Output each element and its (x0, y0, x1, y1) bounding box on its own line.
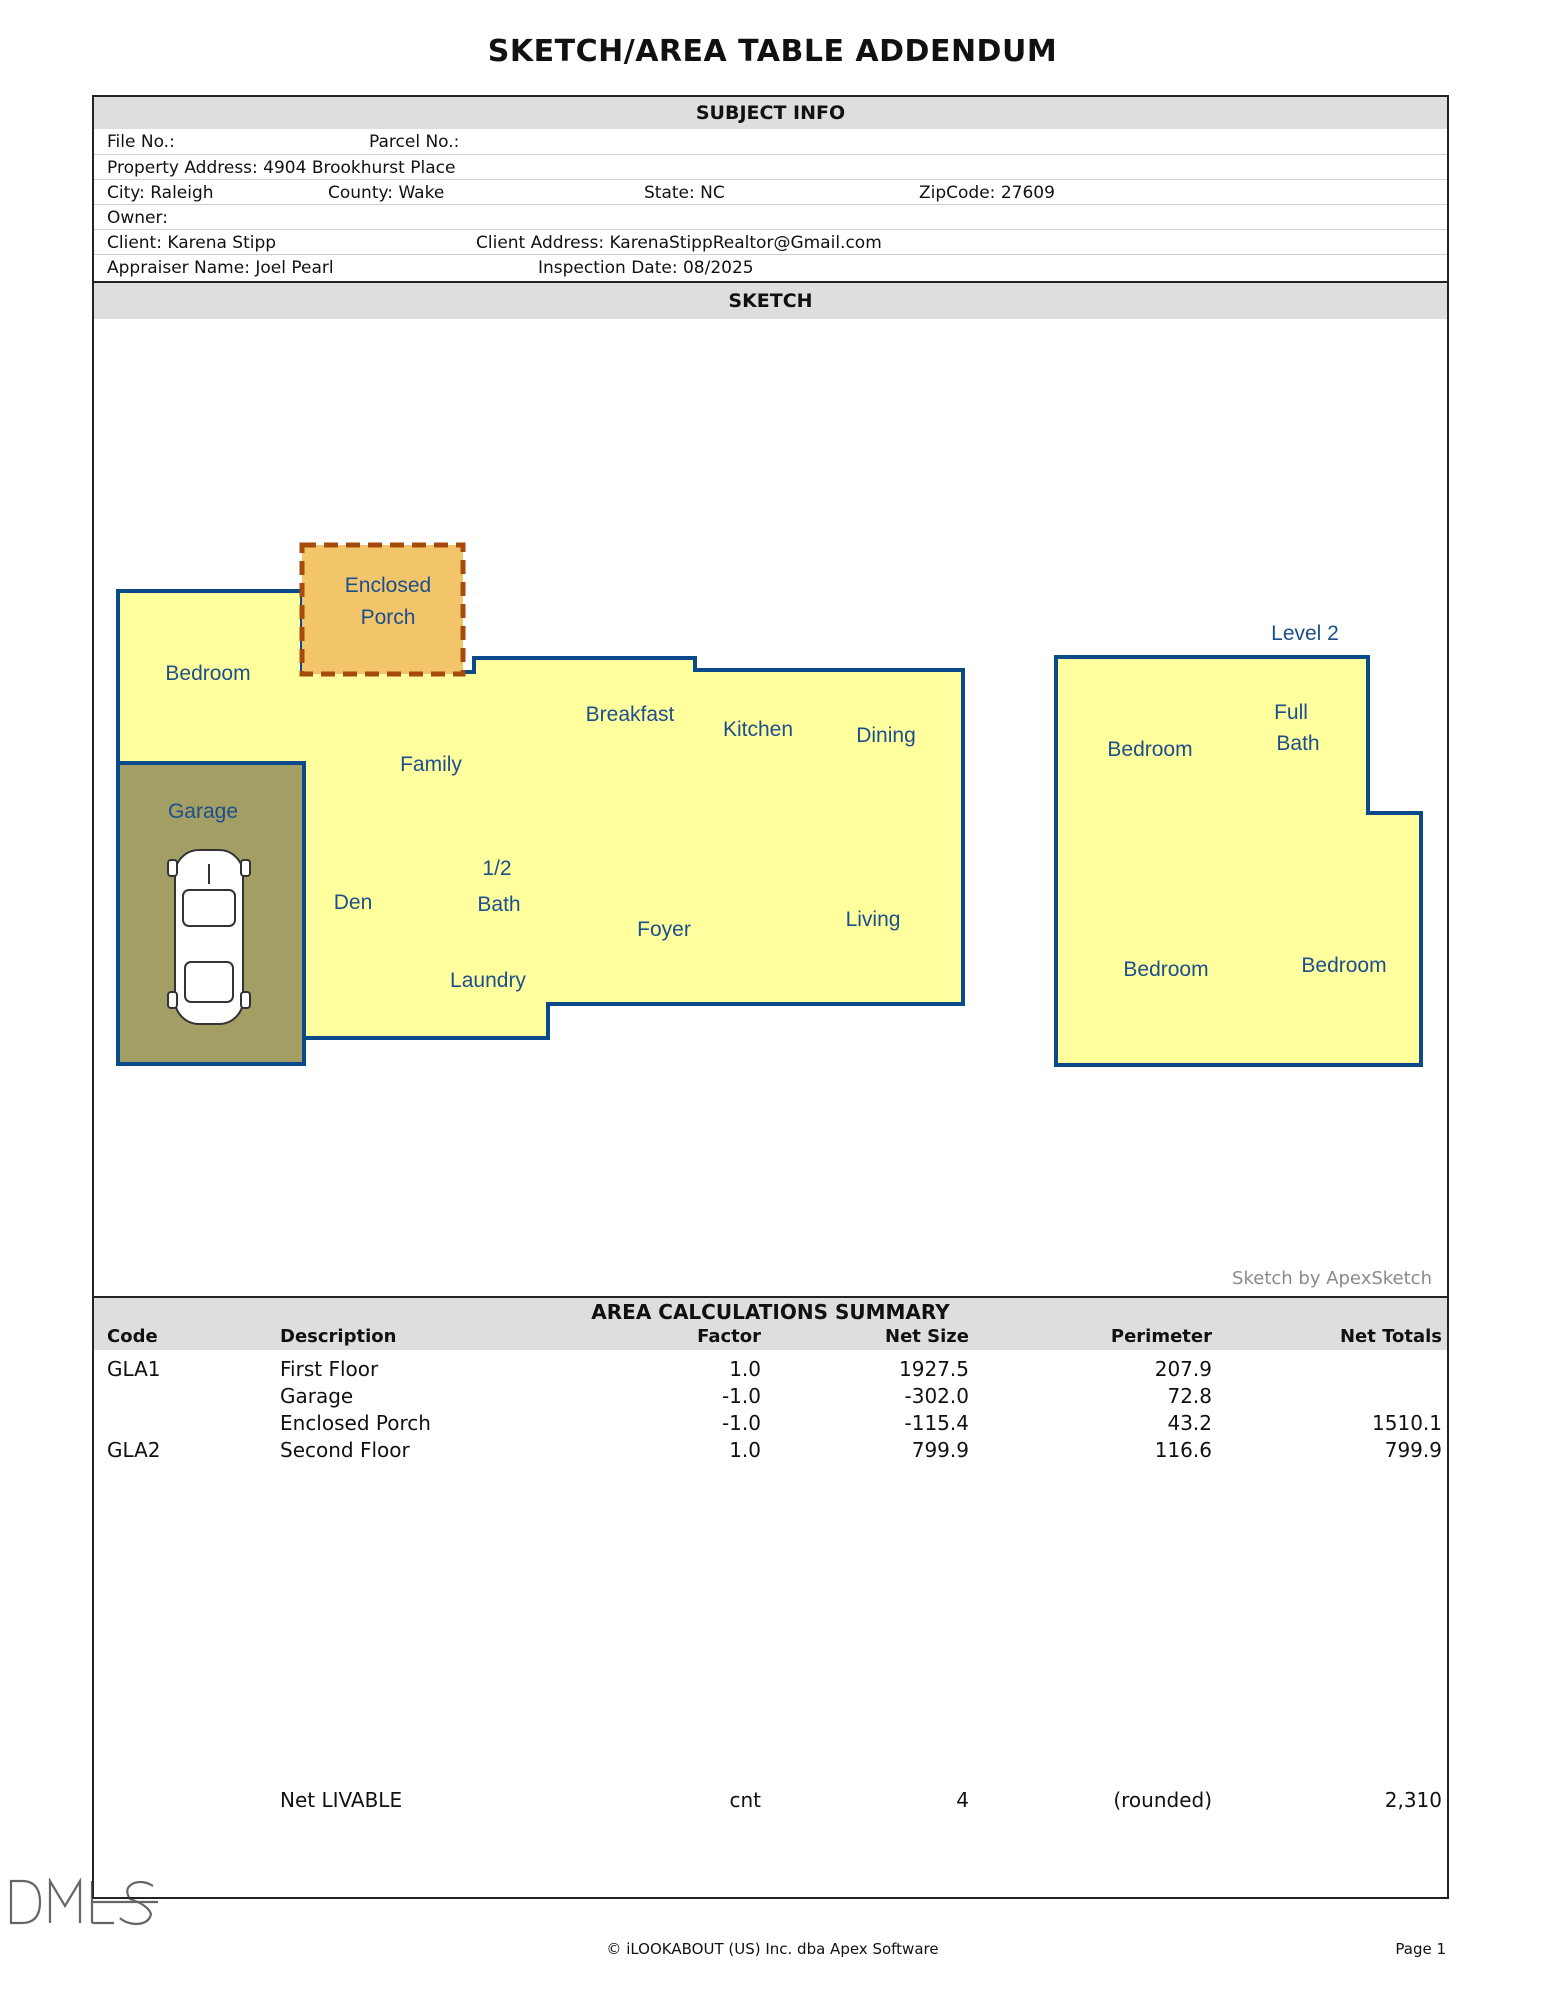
row-description: Enclosed Porch (280, 1411, 431, 1435)
net-cnt-value: 4 (956, 1788, 969, 1812)
owner: Owner: (107, 208, 168, 228)
footer-copyright: © iLOOKABOUT (US) Inc. dba Apex Software (606, 1940, 939, 1958)
sketch-heading: SKETCH (94, 281, 1447, 319)
appraiser-name: Appraiser Name: Joel Pearl (107, 258, 334, 278)
subject-row-address (94, 154, 1447, 180)
second-floor-outline (1056, 657, 1421, 1065)
city: City: Raleigh (107, 183, 214, 203)
col-factor: Factor (697, 1326, 761, 1347)
state: State: NC (644, 183, 725, 203)
room-label-enclosed: Enclosed (344, 574, 432, 597)
property-address: Property Address: 4904 Brookhurst Place (107, 158, 456, 178)
sketch-credit: Sketch by ApexSketch (1232, 1268, 1432, 1289)
zip-code: ZipCode: 27609 (919, 183, 1055, 203)
row-description: Second Floor (280, 1438, 410, 1462)
parcel-no: Parcel No.: (369, 132, 460, 152)
room-label-full-bath: Bath (1276, 732, 1320, 755)
subject-row-client (94, 229, 1447, 255)
col-perimeter: Perimeter (1110, 1326, 1212, 1347)
client: Client: Karena Stipp (107, 233, 277, 253)
area-calculations-header (94, 1298, 1447, 1350)
room-label-living: Living (845, 908, 901, 931)
room-label-dining: Dining (856, 724, 916, 747)
car-icon (168, 850, 250, 1024)
col-description: Description (280, 1326, 397, 1347)
net-rounded-label: (rounded) (1113, 1788, 1212, 1812)
room-label-garage: Garage (167, 800, 239, 823)
row-factor: -1.0 (721, 1411, 761, 1435)
room-label-laundry: Laundry (450, 969, 526, 992)
row-net-size: 1927.5 (899, 1357, 969, 1381)
room-label-bedroom-l2a: Bedroom (1107, 738, 1193, 761)
dmls-watermark-logo (8, 1878, 158, 1928)
footer-page-number: Page 1 (1395, 1940, 1446, 1958)
row-net-size: -302.0 (904, 1384, 969, 1408)
page-title: SKETCH/AREA TABLE ADDENDUM (487, 34, 1058, 69)
row-factor: -1.0 (721, 1384, 761, 1408)
county: County: Wake (328, 183, 445, 203)
room-label-kitchen: Kitchen (722, 718, 794, 741)
row-description: Garage (280, 1384, 354, 1408)
file-no: File No.: (107, 132, 175, 152)
net-livable-label: Net LIVABLE (280, 1788, 403, 1812)
net-livable-total: 2,310 (1384, 1788, 1442, 1812)
level-2-label: Level 2 (1271, 622, 1339, 645)
row-net-size: -115.4 (904, 1411, 969, 1435)
room-label-bath: Bath (477, 893, 521, 916)
row-net-total: 1510.1 (1372, 1411, 1442, 1435)
client-address: Client Address: KarenaStippRealtor@Gmail.com (476, 233, 882, 253)
area-calculations-heading: AREA CALCULATIONS SUMMARY (591, 1300, 950, 1324)
subject-row-location (94, 179, 1447, 205)
row-perimeter: 72.8 (1167, 1384, 1212, 1408)
room-label-breakfast: Breakfast (585, 703, 675, 726)
row-factor: 1.0 (729, 1438, 761, 1462)
row-code: GLA2 (107, 1438, 161, 1462)
room-label-family: Family (400, 753, 462, 776)
net-cnt-label: cnt (729, 1788, 761, 1812)
room-label-porch: Porch (360, 606, 416, 629)
room-label-half: 1/2 (482, 857, 512, 880)
row-code: GLA1 (107, 1357, 161, 1381)
row-net-total: 799.9 (1384, 1438, 1442, 1462)
subject-row-appraiser (94, 254, 1447, 280)
floor-plan-sketch (94, 317, 1447, 1296)
room-label-den: Den (333, 891, 373, 914)
col-code: Code (107, 1326, 158, 1347)
col-net-totals: Net Totals (1339, 1326, 1442, 1347)
room-label-bedroom-l2b: Bedroom (1123, 958, 1209, 981)
row-description: First Floor (280, 1357, 379, 1381)
inspection-date: Inspection Date: 08/2025 (538, 258, 754, 278)
row-perimeter: 116.6 (1154, 1438, 1212, 1462)
subject-row-file (94, 129, 1447, 154)
subject-row-owner (94, 204, 1447, 230)
room-label-bedroom: Bedroom (165, 662, 251, 685)
row-perimeter: 43.2 (1167, 1411, 1212, 1435)
room-label-bedroom-l2c: Bedroom (1301, 954, 1387, 977)
room-label-full: Full (1274, 701, 1308, 724)
room-label-foyer: Foyer (637, 918, 691, 941)
row-factor: 1.0 (729, 1357, 761, 1381)
col-net-size: Net Size (885, 1326, 969, 1347)
subject-info-heading: SUBJECT INFO (94, 97, 1447, 129)
addendum-frame (92, 95, 1449, 1899)
row-net-size: 799.9 (911, 1438, 969, 1462)
row-perimeter: 207.9 (1154, 1357, 1212, 1381)
